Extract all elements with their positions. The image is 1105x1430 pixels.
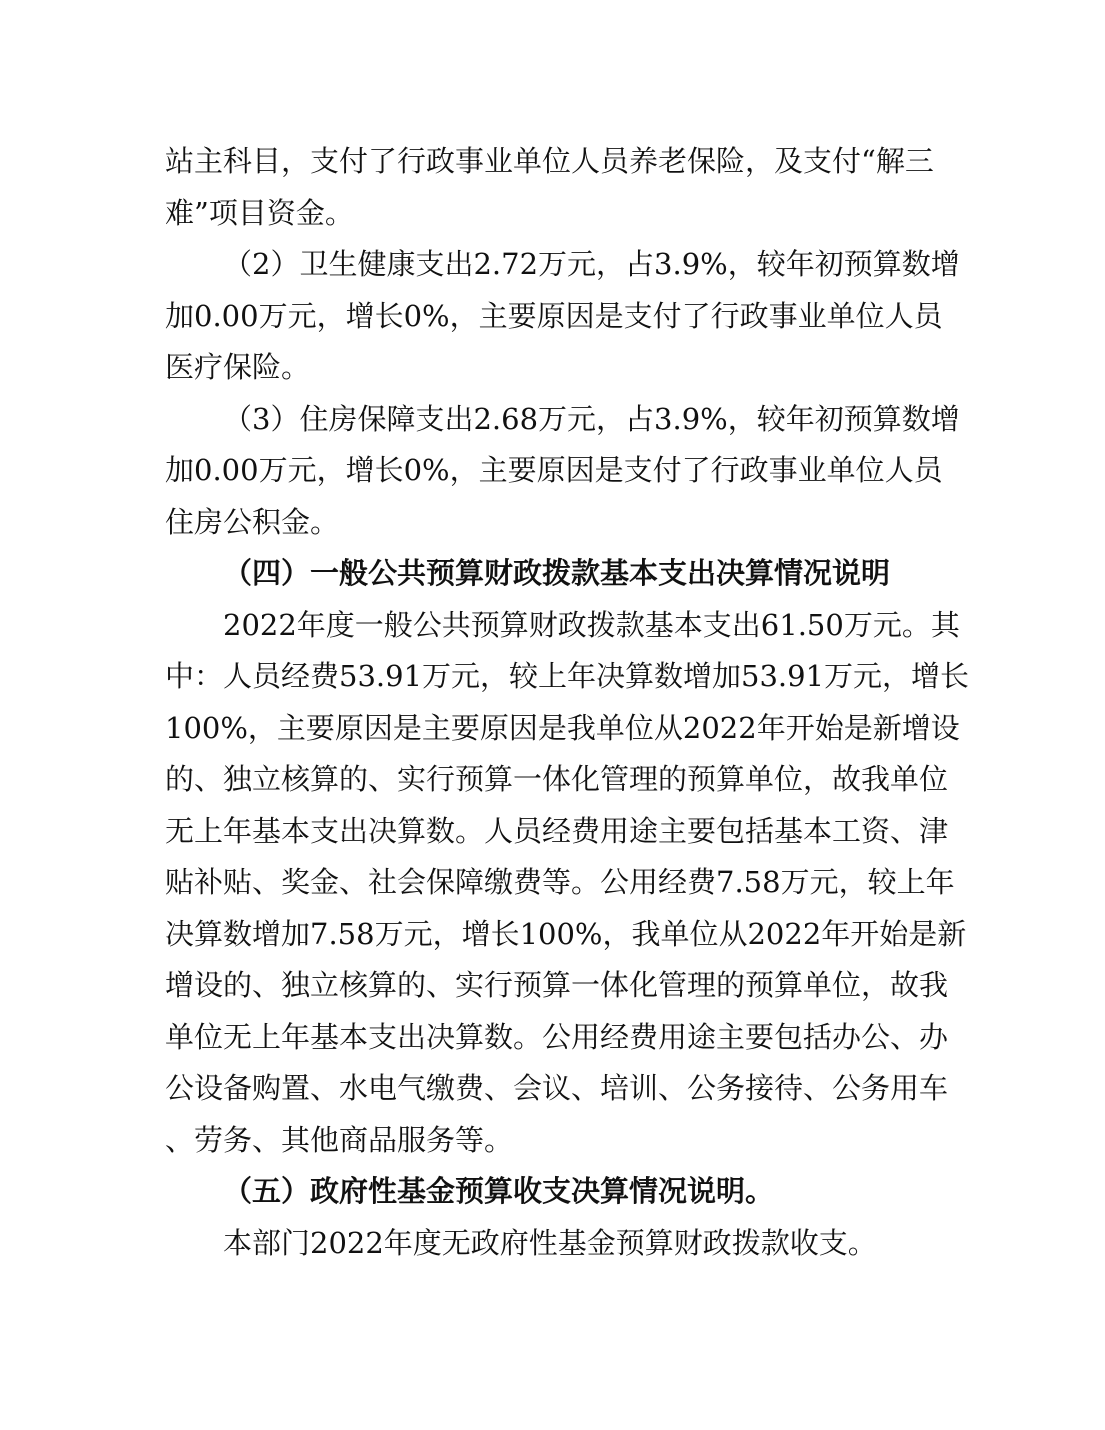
section-heading-basic-expenditure <box>165 548 945 600</box>
text-line: 、劳务、其他商品服务等。 <box>165 1122 514 1157</box>
text-line: 公设备购置、水电气缴费、会议、培训、公务接待、公务用车 <box>165 1071 949 1105</box>
text-line: 决算数增加7.58万元，增长100%，我单位从2022年开始是新 <box>165 916 967 951</box>
text-line: 单位无上年基本支出决算数。公用经费用途主要包括办公、办 <box>165 1019 949 1054</box>
text-line: 无上年基本支出决算数。人员经费用途主要包括基本工资、津 <box>165 813 949 848</box>
text-line: 加0.00万元，增长0%，主要原因是支付了行政事业单位人员 <box>165 453 943 487</box>
text-line: （2）卫生健康支出2.72万元，占3.9%，较年初预算数增 <box>223 247 960 281</box>
text-line: 加0.00万元，增长0%，主要原因是支付了行政事业单位人员 <box>165 298 943 333</box>
heading-text: （五）政府性基金预算收支决算情况说明。 <box>223 1174 775 1208</box>
paragraph-government-fund <box>165 1218 945 1270</box>
paragraph-housing-expenditure <box>165 394 960 549</box>
text-line: 100%，主要原因是主要原因是我单位从2022年开始是新增设 <box>165 710 960 745</box>
paragraph-health-expenditure <box>165 239 960 394</box>
text-line: 本部门2022年度无政府性基金预算财政拨款收支。 <box>223 1225 877 1260</box>
text-line: 的、独立核算的、实行预算一体化管理的预算单位，故我单位 <box>165 762 949 796</box>
text-line: （3）住房保障支出2.68万元，占3.9%，较年初预算数增 <box>223 401 960 436</box>
heading-text: （四）一般公共预算财政拨款基本支出决算情况说明 <box>223 556 891 590</box>
text-line: 贴补贴、奖金、社会保障缴费等。公用经费7.58万元，较上年 <box>165 865 955 899</box>
text-line: 增设的、独立核算的、实行预算一体化管理的预算单位，故我 <box>165 968 949 1002</box>
text-line: 2022年度一般公共预算财政拨款基本支出61.50万元。其 <box>223 607 960 642</box>
paragraph-basic-expenditure <box>165 600 970 1167</box>
section-heading-government-fund <box>165 1166 945 1218</box>
text-line: 医疗保险。 <box>165 350 311 384</box>
document-body <box>165 136 970 1269</box>
text-line: 中：人员经费53.91万元，较上年决算数增加53.91万元，增长 <box>165 659 970 693</box>
text-line: 住房公积金。 <box>165 504 340 539</box>
paragraph-pension-continuation <box>165 136 945 239</box>
text-line: 难”项目资金。 <box>165 195 354 230</box>
text-line: 站主科目，支付了行政事业单位人员养老保险，及支付“解三 <box>165 144 934 178</box>
